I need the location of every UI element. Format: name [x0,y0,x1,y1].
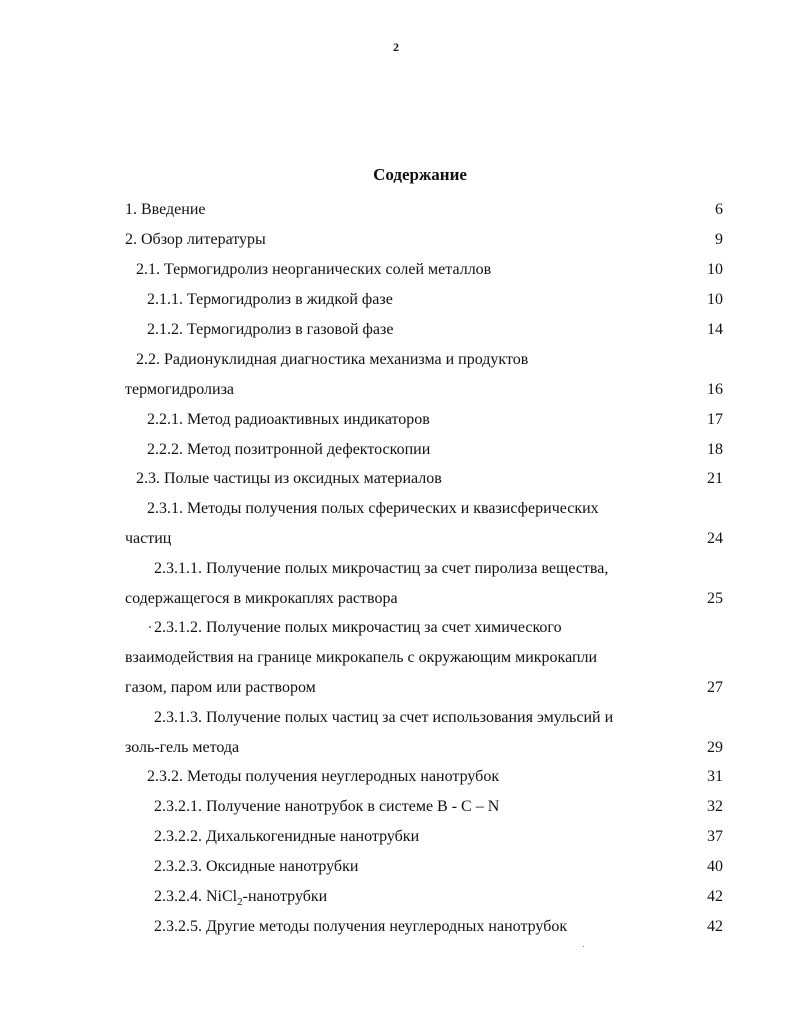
toc-entry-text: 2.3.2.3. Оксидные нанотрубки [154,858,359,875]
toc-entry-text: 2.3. Полые частицы из оксидных материалов [136,470,442,487]
toc-entry [0,255,792,285]
toc-entry-page: 10 [707,261,723,278]
toc-entry [0,554,792,584]
toc-entry-text: 2.2.1. Метод радиоактивных индикаторов [147,411,430,428]
toc-entry-text: 2.3.2.1. Получение нанотрубок в системе B - C – N [154,798,500,815]
toc-entry-text: 2.1.1. Термогидролиз в жидкой фазе [147,291,393,308]
toc-entry [0,882,792,912]
toc-entry-page: 17 [707,411,723,428]
toc-entry-page: 14 [707,321,723,338]
toc-entry-text: 2.1. Термогидролиз неорганических солей металлов [136,261,492,278]
toc-entry-page: 42 [707,888,723,905]
toc-entry [0,225,792,255]
toc-entry [0,464,792,494]
toc-entry-page: 42 [707,918,723,935]
toc-entry-page: 10 [707,291,723,308]
toc-entry [0,405,792,435]
toc-entry [0,912,792,942]
toc-entry-continuation [0,673,792,703]
toc-entry [0,285,792,315]
toc-entry-text-cont: взаимодействия на границе микрокапель с окружающим микрокапли [125,649,598,666]
toc-entry-page: 40 [707,858,723,875]
toc-entry [0,703,792,733]
toc-entry-page: 31 [707,768,723,785]
toc-entry-page: 9 [715,231,723,248]
toc-entry [0,762,792,792]
toc-entry-page: 32 [707,798,723,815]
toc-entry [0,345,792,375]
toc-entry-page: 18 [707,441,723,458]
toc-entry-page: 21 [707,470,723,487]
toc-entry-text: 2.3.2.2. Дихалькогенидные нанотрубки [154,828,420,845]
toc-entry-text: 2. Обзор литературы [125,231,266,248]
toc-entry-continuation [0,733,792,763]
toc-entry-text-pre: 2.3.2.4. NiCl [154,888,238,905]
toc-entry-text: 2.2.2. Метод позитронной дефектоскопии [147,441,431,458]
toc-entry [0,822,792,852]
toc-entry [0,852,792,882]
toc-entry-text-post: -нанотрубки [242,888,328,905]
toc-entry-text: 2.2. Радионуклидная диагностика механизма и продуктов [136,351,529,368]
toc-entry-text: 2.3.2.5. Другие методы получения неуглеродных нанотрубок [154,918,568,935]
toc-entry-text: 2.3.1.3. Получение полых частиц за счет использования эмульсий и [154,709,614,726]
toc-entry-text: 2.3.1.1. Получение полых микрочастиц за счет пиролиза вещества, [154,560,609,577]
toc-entry [0,195,792,225]
toc-entry-text: 2.3.1.2. Получение полых микрочастиц за счет химического [154,619,562,636]
toc-entry-text: 2.3.1. Методы получения полых сферических и квазисферических [147,500,599,517]
toc-entry-continuation [0,375,792,405]
toc-entry-text-cont: содержащегося в микрокаплях раствора [125,590,398,607]
toc-entry-page: 16 [707,381,723,398]
toc-entry-text-cont: золь-гель метода [125,739,240,756]
toc-entry-continuation [0,524,792,554]
scan-speck [583,946,584,947]
toc-entry-page: 24 [707,530,723,547]
toc-entry [0,494,792,524]
toc-entry [0,315,792,345]
toc-entry-text-sub: 2 [237,896,243,909]
toc-entry-page: 37 [707,828,723,845]
toc-entry-text-cont: термогидролиза [125,381,234,398]
toc-entry [0,613,792,643]
toc-entry-text-cont: частиц [125,530,172,547]
toc-entry-page: 6 [715,201,723,218]
toc-entry-page: 27 [707,679,723,696]
toc-entry-text: 1. Введение [125,201,206,218]
page-number: 2 [393,40,399,54]
toc-entry-continuation [0,584,792,614]
toc-entry-page: 29 [707,739,723,756]
toc-entry-text-cont: газом, паром или раствором [125,679,316,696]
toc-entry [0,792,792,822]
toc-title: Содержание [373,165,467,184]
toc-entry-text: 2.3.2. Методы получения неуглеродных нанотрубок [147,768,500,785]
toc-entry [0,435,792,465]
toc-entry-text: 2.1.2. Термогидролиз в газовой фазе [147,321,394,338]
toc-entry-continuation [0,643,792,673]
toc-entry-page: 25 [707,590,723,607]
